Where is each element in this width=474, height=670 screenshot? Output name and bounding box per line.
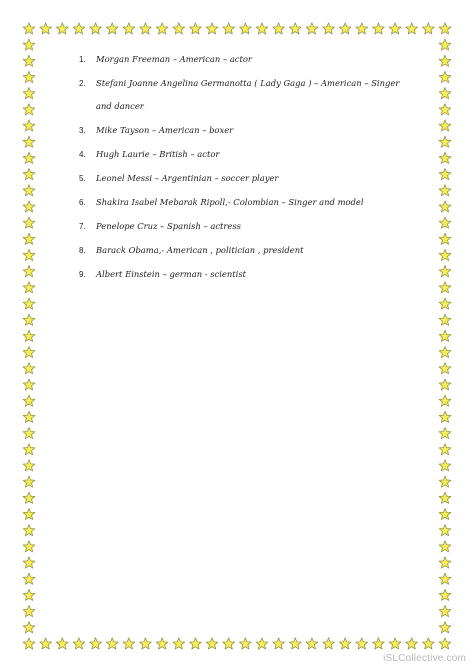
star-icon (40, 23, 52, 34)
star-icon (439, 152, 451, 163)
star-icon (439, 557, 451, 568)
star-icon (439, 460, 451, 471)
star-icon (23, 427, 35, 438)
star-icon (23, 298, 35, 309)
list-item (79, 54, 419, 65)
star-icon (23, 395, 35, 406)
star-icon (439, 314, 451, 325)
star-icon (439, 71, 451, 82)
star-icon (439, 120, 451, 131)
item-text: Albert Einstein – german - scientist (96, 269, 246, 279)
star-icon (439, 298, 451, 309)
star-icon (439, 330, 451, 341)
star-icon (439, 476, 451, 487)
star-icon (256, 23, 268, 34)
star-icon (422, 23, 434, 34)
star-icon (389, 23, 401, 34)
star-icon (206, 23, 218, 34)
star-icon (23, 266, 35, 277)
star-icon (23, 55, 35, 66)
star-icon (23, 476, 35, 487)
star-icon (439, 605, 451, 616)
star-icon (406, 638, 418, 649)
star-icon (156, 23, 168, 34)
star-icon (23, 168, 35, 179)
star-icon (106, 638, 118, 649)
star-icon (23, 525, 35, 536)
item-number: 9. (79, 270, 86, 279)
star-icon (123, 23, 135, 34)
star-icon (439, 395, 451, 406)
star-icon (106, 23, 118, 34)
star-icon (23, 282, 35, 293)
star-icon (23, 201, 35, 212)
star-icon (23, 88, 35, 99)
star-icon (223, 23, 235, 34)
star-icon (90, 23, 102, 34)
star-icon (439, 217, 451, 228)
star-icon (373, 638, 385, 649)
star-icon (23, 605, 35, 616)
star-icon (156, 638, 168, 649)
star-icon (422, 638, 434, 649)
star-icon (23, 444, 35, 455)
item-text: Morgan Freeman – American – actor (96, 54, 252, 64)
star-icon (256, 638, 268, 649)
star-icon (439, 55, 451, 66)
star-icon (339, 638, 351, 649)
star-icon (23, 23, 35, 34)
item-text: Penelope Cruz – Spanish – actress (96, 221, 241, 231)
star-icon (23, 217, 35, 228)
star-icon (239, 638, 251, 649)
star-icon (439, 136, 451, 147)
star-icon (439, 282, 451, 293)
list-item (79, 149, 419, 160)
star-icon (23, 314, 35, 325)
star-icon (273, 638, 285, 649)
star-icon (56, 23, 68, 34)
star-icon (439, 411, 451, 422)
star-icon (23, 557, 35, 568)
star-icon (23, 622, 35, 633)
star-icon (439, 23, 451, 34)
star-icon (373, 23, 385, 34)
star-icon (439, 363, 451, 374)
star-icon (439, 427, 451, 438)
star-icon (23, 152, 35, 163)
list-item (79, 125, 419, 136)
item-text: Hugh Laurie – British – actor (96, 149, 220, 159)
list-item (79, 221, 419, 232)
star-icon (23, 120, 35, 131)
star-icon (73, 23, 85, 34)
star-icon (439, 233, 451, 244)
star-icon (23, 71, 35, 82)
star-icon (190, 638, 202, 649)
list-item (79, 245, 419, 256)
people-list (79, 54, 419, 280)
item-text: Stefani Joanne Angelina Germanotta ( Lady Gaga ) – American – Singer (96, 78, 400, 88)
item-text: Barack Obama,- American , politician , president (96, 245, 304, 255)
star-icon (356, 638, 368, 649)
star-icon (140, 638, 152, 649)
star-icon (439, 525, 451, 536)
star-icon (23, 39, 35, 50)
star-icon (439, 492, 451, 503)
item-number: 3. (79, 126, 86, 135)
star-icon (23, 363, 35, 374)
star-icon (289, 638, 301, 649)
star-icon (439, 88, 451, 99)
item-text-continuation: and dancer (96, 101, 144, 111)
star-icon (439, 201, 451, 212)
item-number: 2. (79, 79, 86, 88)
star-icon (439, 622, 451, 633)
star-icon (439, 379, 451, 390)
star-icon (439, 168, 451, 179)
star-icon (23, 492, 35, 503)
star-icon (73, 638, 85, 649)
star-icon (23, 411, 35, 422)
star-icon (23, 249, 35, 260)
star-icon (140, 23, 152, 34)
item-number: 1. (79, 55, 86, 64)
item-text: Mike Tayson – American – boxer (96, 125, 234, 135)
star-icon (439, 541, 451, 552)
star-icon (90, 638, 102, 649)
star-icon (23, 638, 35, 649)
item-text: Shakira Isabel Mebarak Ripoll,- Colombian – Singer and model (96, 197, 364, 207)
star-icon (323, 23, 335, 34)
star-icon (23, 346, 35, 357)
list-item (79, 269, 419, 280)
star-icon (23, 379, 35, 390)
star-icon (190, 23, 202, 34)
star-icon (23, 185, 35, 196)
star-icon (439, 185, 451, 196)
star-icon (223, 638, 235, 649)
item-number: 5. (79, 174, 86, 183)
star-icon (439, 266, 451, 277)
star-icon (289, 23, 301, 34)
star-icon (306, 23, 318, 34)
star-icon (40, 638, 52, 649)
star-icon (439, 249, 451, 260)
star-icon (23, 136, 35, 147)
star-icon (23, 460, 35, 471)
star-icon (323, 638, 335, 649)
star-icon (23, 589, 35, 600)
star-icon (173, 638, 185, 649)
star-icon (56, 638, 68, 649)
star-icon (389, 638, 401, 649)
star-icon (239, 23, 251, 34)
star-icon (439, 573, 451, 584)
item-number: 7. (79, 222, 86, 231)
star-icon (356, 23, 368, 34)
watermark: iSLCollective.com (383, 653, 466, 664)
star-icon (23, 508, 35, 519)
star-icon (23, 233, 35, 244)
star-icon (439, 638, 451, 649)
star-icon (123, 638, 135, 649)
star-icon (23, 573, 35, 584)
star-icon (206, 638, 218, 649)
star-icon (439, 508, 451, 519)
star-icon (306, 638, 318, 649)
item-number: 8. (79, 246, 86, 255)
star-icon (339, 23, 351, 34)
star-icon (439, 104, 451, 115)
item-number: 4. (79, 150, 86, 159)
item-text: Leonel Messi – Argentinian – soccer player (96, 173, 279, 183)
star-icon (23, 541, 35, 552)
star-icon (23, 104, 35, 115)
star-icon (439, 39, 451, 50)
star-icon (23, 330, 35, 341)
star-icon (439, 444, 451, 455)
star-icon (439, 589, 451, 600)
star-icon (439, 346, 451, 357)
star-icon (406, 23, 418, 34)
list-item (79, 78, 419, 112)
star-icon (173, 23, 185, 34)
list-item (79, 197, 419, 208)
star-icon (273, 23, 285, 34)
list-item (79, 173, 419, 184)
item-number: 6. (79, 198, 86, 207)
